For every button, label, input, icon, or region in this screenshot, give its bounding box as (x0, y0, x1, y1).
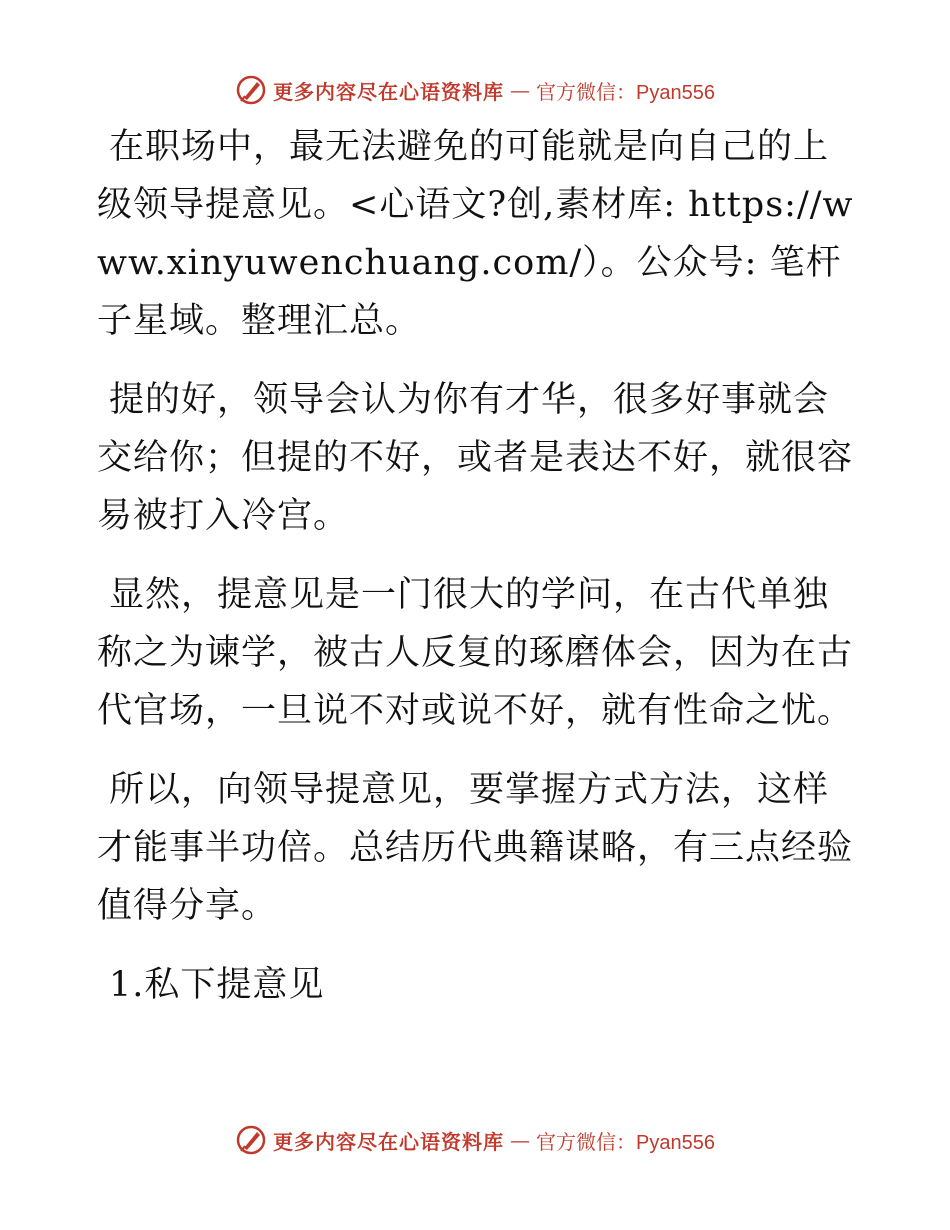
article-body (97, 118, 857, 1035)
paragraph-1: 在职场中，最无法避免的可能就是向自己的上级领导提意见。<心语文?创,素材库: https://www.xinyuwenchuang.com/）。公众号: 笔杆子星域。整理汇总。 (97, 127, 854, 341)
watermark-account: 官方微信：Pyan556 (536, 81, 715, 104)
quill-pen-logo-icon (235, 74, 267, 106)
watermark-account: 官方微信：Pyan556 (536, 1131, 715, 1154)
footer-watermark (0, 1120, 950, 1160)
watermark-separator: — (510, 1128, 531, 1152)
quill-pen-logo-icon (235, 1124, 267, 1156)
watermark-separator: — (510, 78, 531, 102)
section-heading: 1.私下提意见 (109, 965, 325, 1005)
paragraph-3: 显然，提意见是一门很大的学问，在古代单独称之为谏学，被古人反复的琢磨体会，因为在古代官场，一旦说不对或说不好，就有性命之忧。 (97, 575, 854, 731)
paragraph-2: 提的好，领导会认为你有才华，很多好事就会交给你；但提的不好，或者是表达不好，就很容易被打入冷宫。 (97, 380, 854, 536)
watermark-slogan: 更多内容尽在心语资料库 (273, 79, 505, 104)
watermark-slogan: 更多内容尽在心语资料库 (273, 1129, 505, 1154)
header-watermark (0, 70, 950, 110)
paragraph-4: 所以，向领导提意见，要掌握方式方法，这样才能事半功倍。总结历代典籍谋略，有三点经验值得分享。 (97, 770, 854, 926)
